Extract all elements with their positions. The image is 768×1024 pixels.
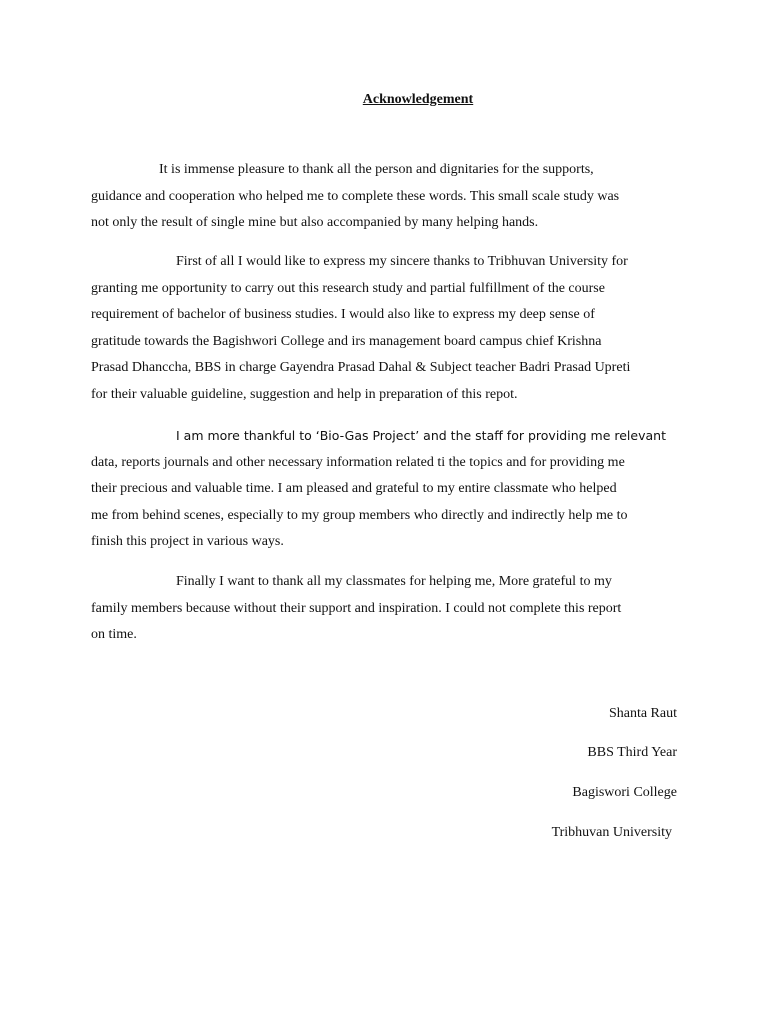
- paragraph-line: guidance and cooperation who helped me to complete these words. This small scale study was: [91, 188, 620, 204]
- paragraph-line: data, reports journals and other necessary information related ti the topics and for providing me: [91, 454, 625, 470]
- paragraph-intro: [91, 157, 677, 237]
- paragraph-line: It is immense pleasure to thank all the person and dignitaries for the supports,: [159, 162, 594, 177]
- paragraph-project-thanks: [91, 423, 677, 556]
- signature-university: Tribhuvan University: [551, 825, 672, 840]
- paragraph-line: on time.: [91, 627, 137, 643]
- paragraph-line: family members because without their support and inspiration. I could not complete this report: [91, 600, 622, 616]
- paragraph-line: I am more thankful to ‘Bio-Gas Project’ and the staff for providing me relevant: [176, 428, 666, 443]
- paragraph-university-thanks: [91, 249, 677, 409]
- paragraph-line: First of all I would like to express my sincere thanks to Tribhuvan University for: [176, 254, 628, 269]
- paragraph-line: their precious and valuable time. I am pleased and grateful to my entire classmate who helped: [91, 481, 617, 497]
- signature-name: Shanta Raut: [608, 706, 677, 721]
- paragraph-line: requirement of bachelor of business studies. I would also like to express my deep sense of: [91, 307, 595, 323]
- document-title: Acknowledgement: [362, 92, 474, 107]
- paragraph-line: Finally I want to thank all my classmates for helping me, More grateful to my: [176, 574, 612, 589]
- paragraph-line: not only the result of single mine but also accompanied by many helping hands.: [91, 215, 539, 231]
- paragraph-line: gratitude towards the Bagishwori College and irs management board campus chief Krishna: [91, 333, 602, 349]
- signature-year: BBS Third Year: [587, 745, 677, 760]
- paragraph-family-thanks: [91, 569, 677, 649]
- paragraph-line: finish this project in various ways.: [91, 534, 284, 550]
- signature-college: Bagiswori College: [572, 785, 677, 800]
- paragraph-line: for their valuable guideline, suggestion and help in preparation of this repot.: [91, 386, 518, 402]
- paragraph-line: granting me opportunity to carry out this research study and partial fulfillment of the course: [91, 280, 605, 296]
- paragraph-line: Prasad Dhanccha, BBS in charge Gayendra Prasad Dahal & Subject teacher Badri Prasad Upreti: [91, 360, 631, 376]
- paragraph-line: me from behind scenes, especially to my group members who directly and indirectly help me to: [91, 507, 628, 523]
